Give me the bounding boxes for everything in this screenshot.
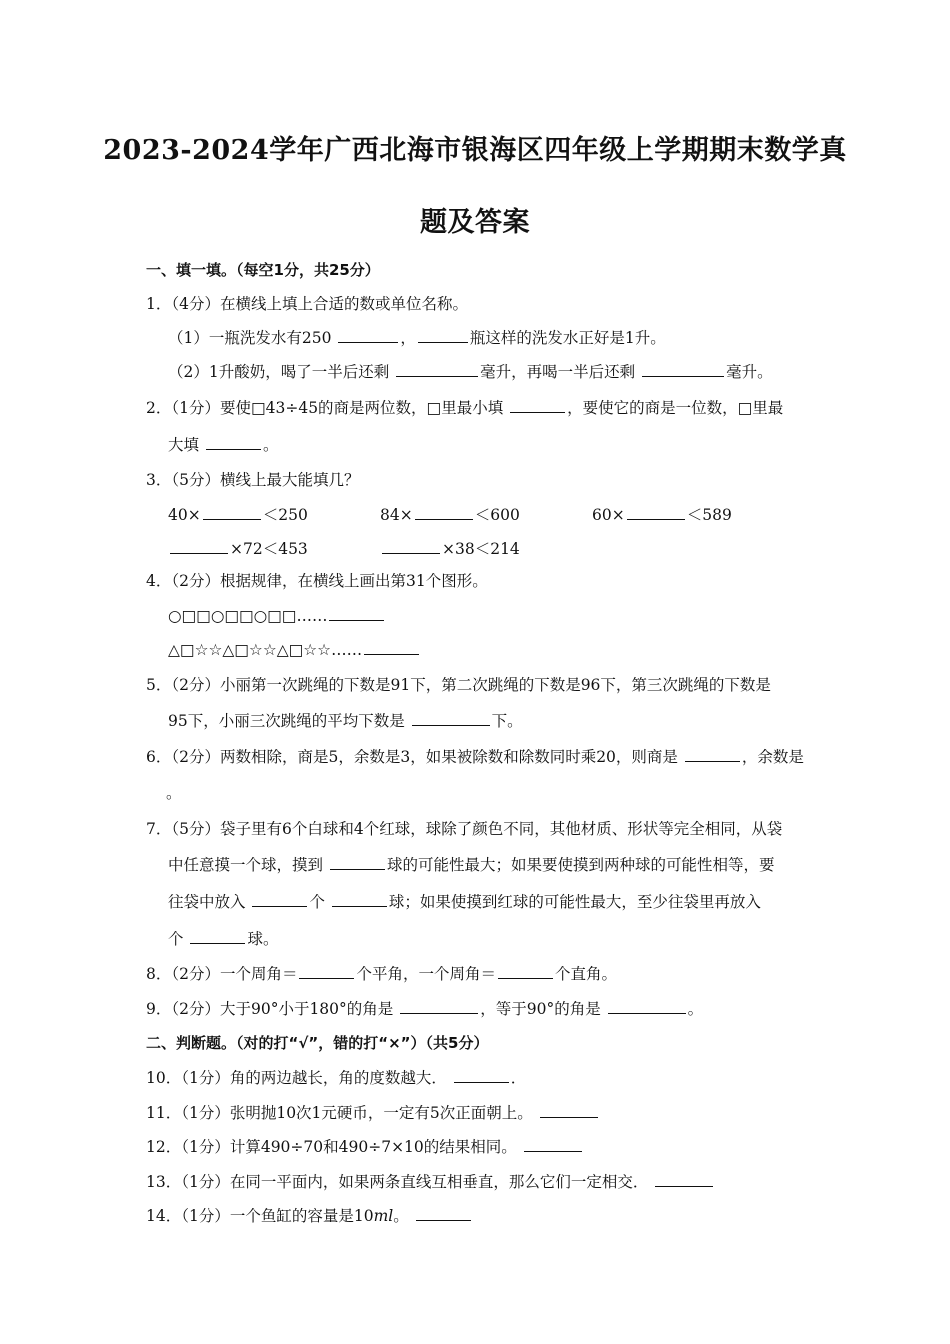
q9-text-c: 。 — [687, 1000, 704, 1018]
q4-blank-1[interactable] — [329, 606, 384, 621]
q5-text-b: 下。 — [491, 712, 523, 730]
q2-text-a: 2．（1分）要使□43÷45的商是两位数，□里最小填 — [146, 399, 504, 417]
q12-blank[interactable] — [524, 1137, 582, 1152]
q7-text-c: 往袋中放入 — [168, 893, 246, 911]
q14-blank[interactable] — [416, 1206, 471, 1221]
q3-blank-5[interactable] — [382, 539, 440, 554]
q9-line — [146, 999, 703, 1019]
q7-line1: 7．（5分）袋子里有6个白球和4个红球，球除了颜色不同，其他材质、形状等完全相同，从袋 — [146, 820, 783, 838]
q13-text: 13．（1分）在同一平面内，如果两条直线互相垂直，那么它们一定相交． — [146, 1173, 649, 1191]
q1-part1-text-c: 瓶这样的洗发水正好是1升。 — [469, 329, 666, 347]
q9-blank-2[interactable] — [608, 999, 686, 1014]
q3-expr-2 — [380, 503, 520, 525]
doc-title-line1: 2023-2024学年广西北海市银海区四年级上学期期末数学真 — [103, 135, 847, 166]
q1-part1-text-b: ， — [400, 329, 416, 347]
q1-blank-1[interactable] — [338, 328, 398, 343]
q3-expr-4 — [168, 537, 308, 559]
q1-blank-2[interactable] — [418, 328, 468, 343]
q9-blank-1[interactable] — [400, 999, 478, 1014]
q8-text-c: 个直角。 — [555, 965, 618, 983]
q2-blank-2[interactable] — [206, 435, 261, 450]
q7-text-b: 球的可能性最大；如果要使摸到两种球的可能性相等，要 — [386, 856, 775, 874]
q5-line1: 5．（2分）小丽第一次跳绳的下数是91下，第二次跳绳的下数是96下，第三次跳绳的下数是 — [146, 676, 771, 694]
q7-line2 — [168, 855, 774, 875]
q7-blank-3[interactable] — [332, 892, 387, 907]
q2-line2 — [168, 435, 278, 455]
q1-part1 — [168, 328, 666, 348]
q3-expr-2-b: ＜600 — [474, 506, 520, 524]
q11-blank[interactable] — [540, 1103, 598, 1118]
q3-expr-3-b: ＜589 — [686, 506, 732, 524]
q7-text-d: 个 — [309, 893, 325, 911]
q4-blank-2[interactable] — [364, 640, 419, 655]
q8-blank-2[interactable] — [498, 964, 553, 979]
q9-text-b: ，等于90°的角是 — [480, 1000, 601, 1018]
q4-sequence-1-text: ○□□○□□○□□…… — [168, 607, 328, 625]
q3-expr-2-a: 84× — [380, 506, 413, 524]
q8-text-a: 8．（2分）一个周角＝ — [146, 965, 298, 983]
q6-text-a: 6．（2分）两数相除，商是5，余数是3，如果被除数和除数同时乘20，则商是 — [146, 748, 678, 766]
q1-blank-3[interactable] — [396, 362, 478, 377]
q3-blank-4[interactable] — [170, 539, 228, 554]
q12-text: 12．（1分）计算490÷70和490÷7×10的结果相同。 — [146, 1138, 517, 1156]
q5-blank-1[interactable] — [412, 711, 490, 726]
doc-title-line2: 题及答案 — [420, 207, 530, 238]
q9-text-a: 9．（2分）大于90°小于180°的角是 — [146, 1000, 394, 1018]
q4-sequence-2-text: △□☆☆△□☆☆△□☆☆…… — [168, 641, 363, 659]
q4-sequence-1 — [168, 606, 386, 626]
q2-text-c: 大填 — [168, 436, 200, 454]
q10-text: 10．（1分）角的两边越长，角的度数越大． — [146, 1069, 447, 1087]
q3-expr-3-a: 60× — [592, 506, 625, 524]
q1-part2 — [168, 362, 773, 382]
section1-heading: 一、填一填。（每空1分，共25分） — [146, 261, 380, 279]
q10-text-b: ． — [510, 1069, 527, 1087]
q14-line — [146, 1206, 473, 1226]
q8-text-b: 个平角，一个周角＝ — [356, 965, 496, 983]
q7-text-e: 球；如果使摸到红球的可能性最大，至少往袋里再放入 — [388, 893, 761, 911]
q14-text-b: 。 — [393, 1207, 409, 1225]
q3-blank-3[interactable] — [627, 505, 685, 520]
q6-text-b: ，余数是 — [741, 748, 804, 766]
q3-expr-1-b: ＜250 — [262, 506, 308, 524]
q2-blank-1[interactable] — [510, 398, 565, 413]
q14-unit: ml — [373, 1207, 394, 1225]
q14-text: 14．（1分）一个鱼缸的容量是10 — [146, 1207, 374, 1225]
q3-expr-1-a: 40× — [168, 506, 201, 524]
q6-line2: 。 — [166, 784, 182, 802]
q10-line — [146, 1068, 526, 1088]
q10-blank[interactable] — [454, 1068, 509, 1083]
q13-line — [146, 1172, 715, 1192]
q2-text-d: 。 — [262, 436, 279, 454]
q2-line1 — [146, 398, 783, 418]
section2-heading: 二、判断题。（对的打“√”，错的打“×”）（共5分） — [146, 1034, 489, 1052]
q8-blank-1[interactable] — [299, 964, 354, 979]
q11-text: 11．（1分）张明抛10次1元硬币，一定有5次正面朝上。 — [146, 1104, 533, 1122]
q7-text-f: 个 — [168, 930, 184, 948]
q1-part2-text-c: 毫升。 — [726, 363, 773, 381]
q1-blank-4[interactable] — [642, 362, 724, 377]
q7-blank-4[interactable] — [190, 929, 245, 944]
q3-blank-1[interactable] — [203, 505, 261, 520]
q1-part2-text-a: （2）1升酸奶，喝了一半后还剩 — [168, 363, 390, 381]
q3-expr-1 — [168, 503, 308, 525]
q4-stem: 4．（2分）根据规律，在横线上画出第31个图形。 — [146, 572, 488, 590]
q5-line2 — [168, 711, 523, 731]
q7-blank-2[interactable] — [252, 892, 307, 907]
q12-line — [146, 1137, 584, 1157]
q1-stem: 1．（4分）在横线上填上合适的数或单位名称。 — [146, 295, 468, 313]
q13-blank[interactable] — [655, 1172, 713, 1187]
q11-line — [146, 1103, 600, 1123]
q7-line4 — [168, 929, 278, 949]
q3-blank-2[interactable] — [415, 505, 473, 520]
q1-part1-text-a: （1）一瓶洗发水有250 — [168, 329, 332, 347]
q8-line — [146, 964, 617, 984]
q3-expr-5 — [380, 537, 520, 559]
q5-text-a: 95下，小丽三次跳绳的平均下数是 — [168, 712, 405, 730]
q6-blank-1[interactable] — [685, 747, 740, 762]
q3-stem: 3．（5分）横线上最大能填几？ — [146, 471, 360, 489]
q7-text-g: 球。 — [247, 930, 279, 948]
q7-text-a: 中任意摸一个球，摸到 — [168, 856, 324, 874]
q3-expr-5-b: ×38＜214 — [442, 540, 520, 558]
q3-expr-4-b: ×72＜453 — [230, 540, 308, 558]
q1-part2-text-b: 毫升，再喝一半后还剩 — [480, 363, 636, 381]
q2-text-b: ，要使它的商是一位数，□里最 — [567, 399, 784, 417]
q6-line1 — [146, 747, 804, 767]
q7-blank-1[interactable] — [330, 855, 385, 870]
q3-expr-3 — [592, 503, 732, 525]
q4-sequence-2 — [168, 640, 421, 660]
q7-line3 — [168, 892, 761, 912]
